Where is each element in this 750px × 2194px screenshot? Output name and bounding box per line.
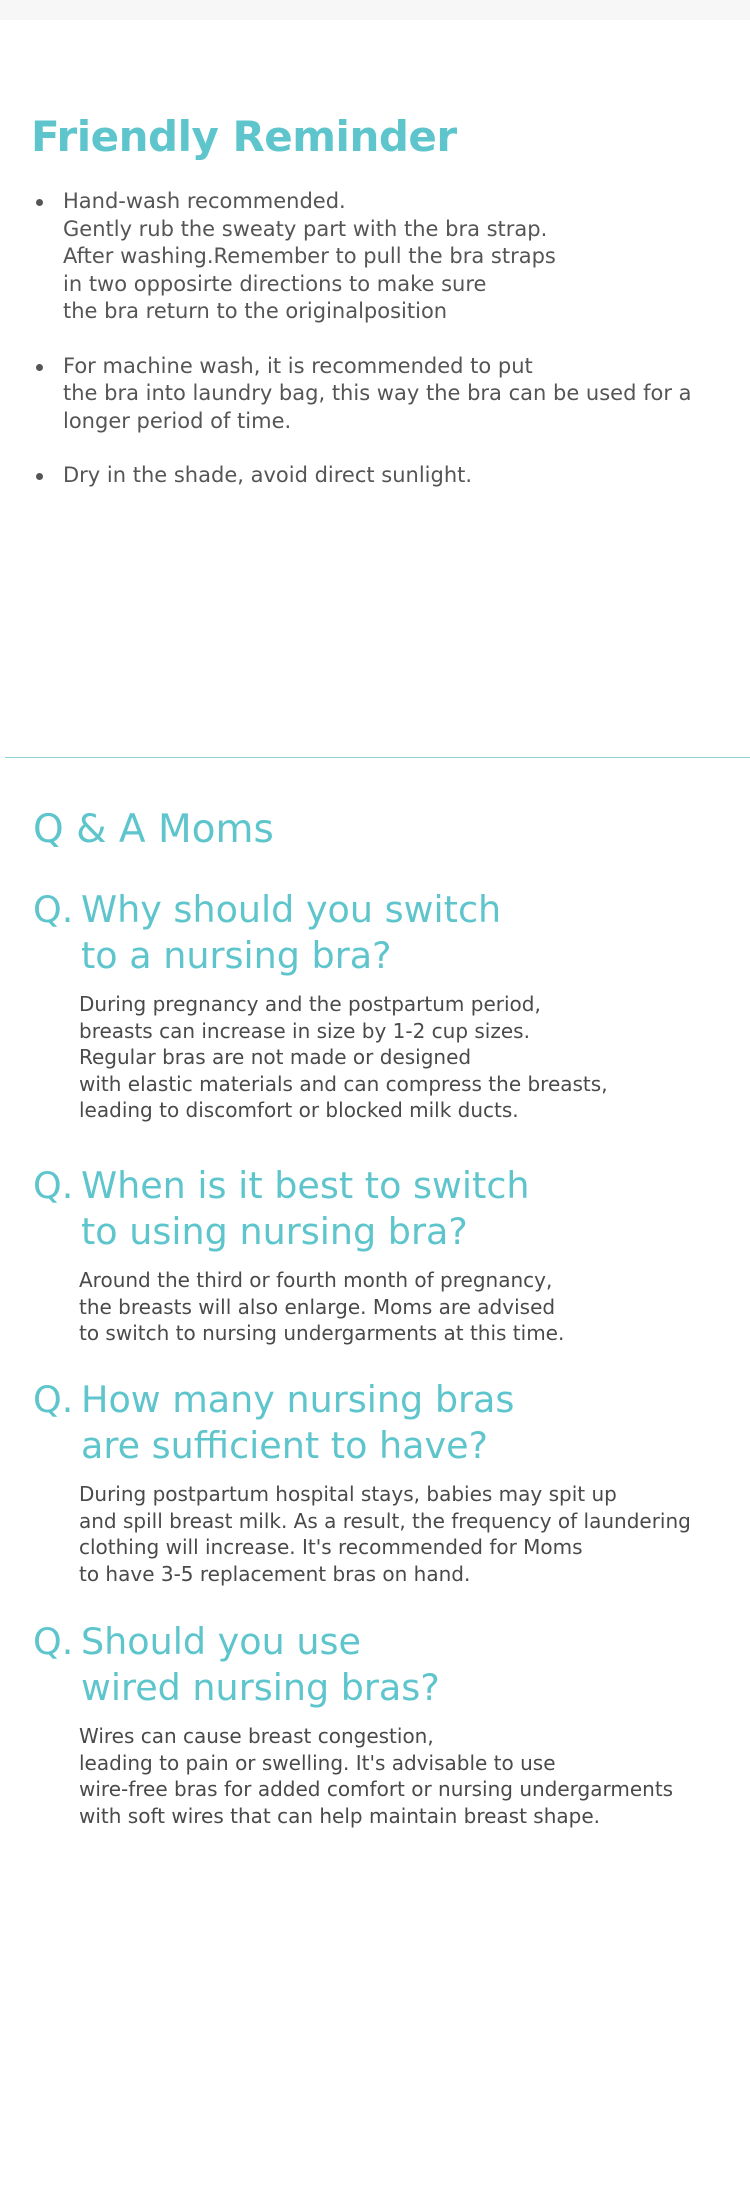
answer-line: clothing will increase. It's recommended for Moms <box>79 1535 583 1559</box>
question-heading <box>33 1619 743 1711</box>
answer-text <box>33 1723 743 1829</box>
qa-item <box>33 887 743 1124</box>
reminder-title: Friendly Reminder <box>31 112 457 161</box>
answer-line: During postpartum hospital stays, babies may spit up <box>79 1482 617 1506</box>
answer-line: to switch to nursing undergarments at this time. <box>79 1321 565 1345</box>
section-divider <box>5 757 750 758</box>
answer-text <box>33 1267 743 1347</box>
question-prefix: Q. <box>33 1620 74 1663</box>
care-instruction-item <box>34 188 734 326</box>
question-prefix: Q. <box>33 888 74 931</box>
instruction-line: the bra into laundry bag, this way the bra can be used for a <box>63 381 692 405</box>
care-instructions-list <box>34 188 734 490</box>
question-heading <box>33 887 743 979</box>
question-line: are sufficient to have? <box>81 1424 488 1467</box>
answer-line: leading to discomfort or blocked milk ducts. <box>79 1098 519 1122</box>
question-heading <box>33 1377 743 1469</box>
instruction-line: For machine wash, it is recommended to put <box>63 353 533 378</box>
question-line: wired nursing bras? <box>81 1666 440 1709</box>
instruction-line: After washing.Remember to pull the bra straps <box>63 244 556 268</box>
bullet-dot-icon <box>36 199 43 206</box>
instruction-line: the bra return to the originalposition <box>63 299 448 323</box>
answer-line: Regular bras are not made or designed <box>79 1045 472 1069</box>
answer-line: breasts can increase in size by 1-2 cup sizes. <box>79 1018 530 1043</box>
answer-line: to have 3-5 replacement bras on hand. <box>79 1561 471 1586</box>
question-heading <box>33 1163 743 1255</box>
answer-line: During pregnancy and the postpartum period, <box>79 992 541 1016</box>
qa-item <box>33 1377 743 1587</box>
answer-line: wire-free bras for added comfort or nursing undergarments <box>79 1777 674 1801</box>
answer-line: Wires can cause breast congestion, <box>79 1724 434 1748</box>
bullet-dot-icon <box>36 473 43 480</box>
care-instruction-item <box>34 462 734 490</box>
question-line: How many nursing bras <box>81 1378 515 1421</box>
question-prefix: Q. <box>33 1164 74 1207</box>
answer-line: the breasts will also enlarge. Moms are advised <box>79 1294 556 1319</box>
answer-text <box>33 1481 743 1587</box>
answer-line: and spill breast milk. As a result, the frequency of laundering <box>79 1508 691 1533</box>
answer-line: with elastic materials and can compress the breasts, <box>79 1071 608 1096</box>
bullet-dot-icon <box>36 364 43 371</box>
question-line: Why should you switch <box>81 888 502 931</box>
question-line: Should you use <box>81 1620 361 1663</box>
question-line: When is it best to switch <box>81 1164 530 1207</box>
question-prefix: Q. <box>33 1378 74 1421</box>
instruction-line: Gently rub the sweaty part with the bra strap. <box>63 216 548 241</box>
answer-line: Around the third or fourth month of pregnancy, <box>79 1268 553 1292</box>
question-line: to a nursing bra? <box>81 934 392 977</box>
care-instruction-item <box>34 353 734 436</box>
instruction-line: Dry in the shade, avoid direct sunlight. <box>63 463 473 487</box>
top-strip <box>0 0 750 20</box>
qa-item <box>33 1619 743 1829</box>
answer-line: with soft wires that can help maintain breast shape. <box>79 1803 600 1828</box>
qa-item <box>33 1163 743 1347</box>
question-line: to using nursing bra? <box>81 1210 468 1253</box>
instruction-line: in two opposirte directions to make sure <box>63 271 487 296</box>
instruction-line: longer period of time. <box>63 408 292 433</box>
answer-line: leading to pain or swelling. It's advisable to use <box>79 1750 556 1775</box>
answer-text <box>33 991 743 1124</box>
qa-section-title: Q & A Moms <box>33 807 274 852</box>
instruction-line: Hand-wash recommended. <box>63 189 346 213</box>
